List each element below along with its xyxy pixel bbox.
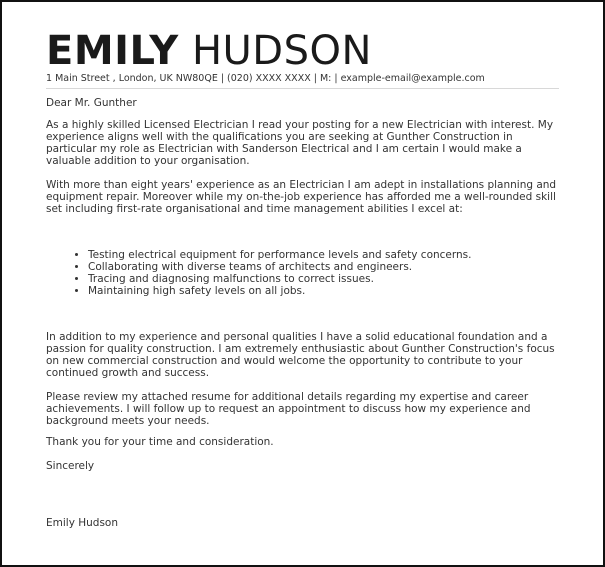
list-item: • Testing electrical equipment for performance levels and safety concerns.	[88, 249, 471, 261]
salutation: Dear Mr. Gunther	[46, 97, 137, 109]
closing: Sincerely	[46, 460, 95, 472]
first-name: EMILY	[46, 28, 179, 74]
paragraph-thanks: Thank you for your time and consideration.	[46, 436, 274, 448]
header-divider	[46, 88, 559, 89]
applicant-name	[46, 30, 372, 72]
last-name: HUDSON	[191, 28, 372, 74]
skills-list	[72, 249, 471, 297]
list-item: • Collaborating with diverse teams of architects and engineers.	[88, 261, 471, 273]
paragraph-education: In addition to my experience and personal qualities I have a solid educational foundation and a passion for quality construction. I am extremely enthusiastic about Gunther Construction's focus on new commercial construction and would welcome the opportunity to contribute to your continued growth and success.	[46, 331, 555, 379]
paragraph-intro: As a highly skilled Licensed Electrician I read your posting for a new Electrician with interest. My experience aligns well with the qualifications you are seeking at Gunther Construction in particular my role as Electrician with Sanderson Electrical and I am certain I would make a valuable addition to your organisation.	[46, 119, 554, 167]
paragraph-experience: With more than eight years' experience as an Electrician I am adept in installations planning and equipment repair. Moreover while my on-the-job experience has afforded me a well-rounded skill set including first-rate organisational and time management abilities I excel at:	[46, 179, 557, 215]
contact-details: 1 Main Street , London, UK NW80QE | (020) XXXX XXXX | M: | example-email@example.com	[46, 73, 485, 84]
list-item: • Maintaining high safety levels on all jobs.	[88, 285, 471, 297]
signature-name: Emily Hudson	[46, 517, 119, 529]
list-item: • Tracing and diagnosing malfunctions to correct issues.	[88, 273, 471, 285]
paragraph-follow-up: Please review my attached resume for additional details regarding my expertise and career achievements. I will follow up to request an appointment to discuss how my experience and background meets your needs.	[46, 391, 531, 427]
